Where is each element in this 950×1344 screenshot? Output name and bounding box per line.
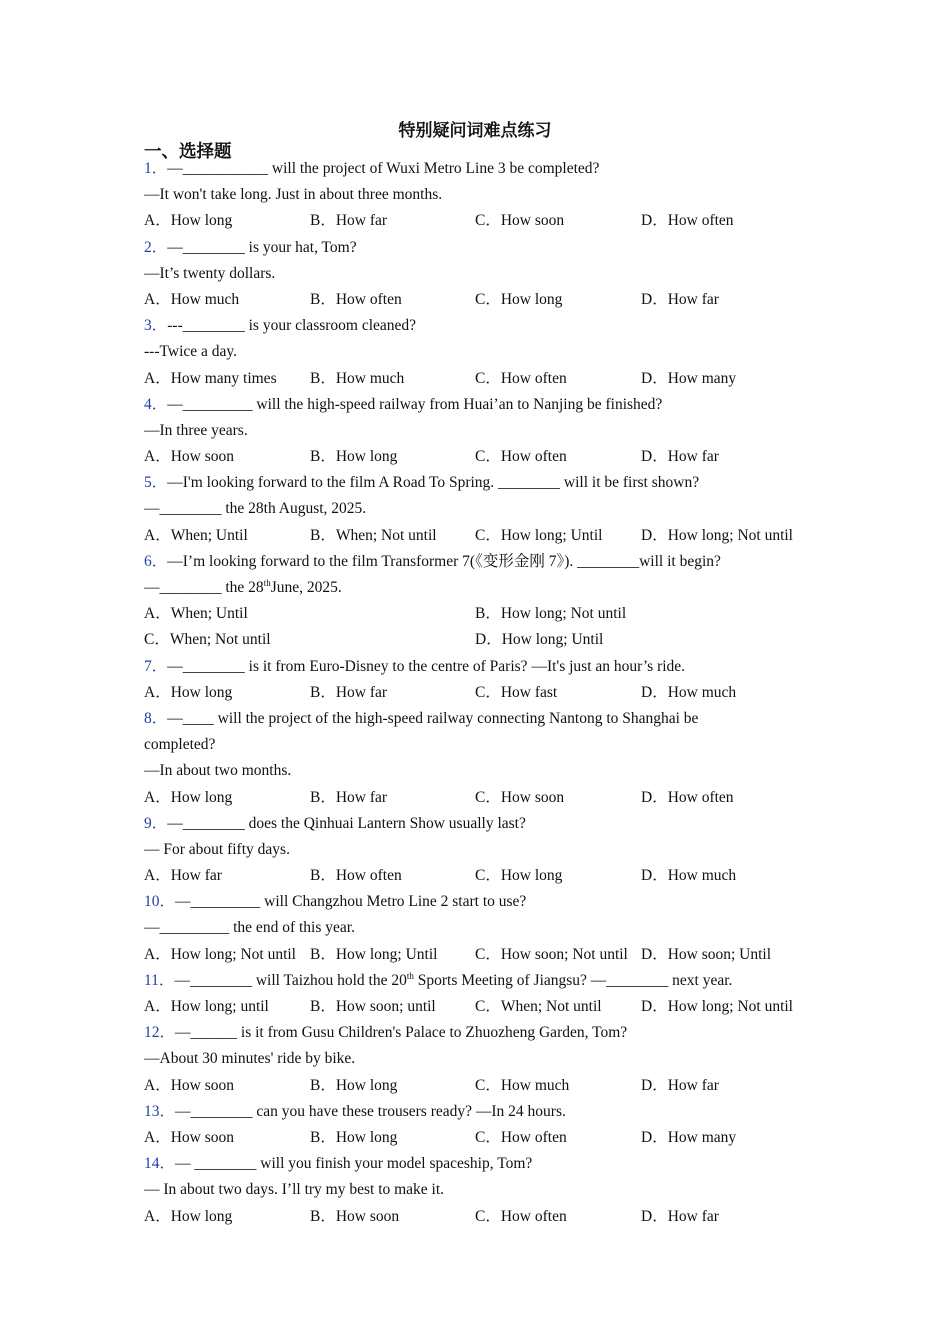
question-stem: —_________ will the high-speed railway from Huai’an to Nanjing be finished? bbox=[167, 395, 663, 413]
option-a[interactable]: A．How long bbox=[144, 683, 233, 701]
option-d[interactable]: D．How much bbox=[641, 683, 737, 701]
question-1 bbox=[144, 156, 824, 182]
question-5 bbox=[144, 470, 824, 496]
option-b[interactable]: B．How often bbox=[310, 867, 402, 885]
question-stem: —______ is it from Gusu Children's Palace to Zhuozheng Garden, Tom? bbox=[175, 1024, 628, 1042]
option-b[interactable]: B．How long bbox=[310, 1076, 398, 1094]
option-d[interactable]: D．How many bbox=[641, 1128, 737, 1146]
option-c[interactable]: C．How soon bbox=[475, 788, 565, 806]
option-d[interactable]: D．How often bbox=[641, 788, 734, 806]
option-b[interactable]: B．How much bbox=[310, 369, 405, 387]
option-c[interactable]: C．How fast bbox=[475, 683, 558, 701]
option-d[interactable]: D．How far bbox=[641, 290, 719, 308]
options-row bbox=[144, 942, 824, 968]
option-a[interactable]: A．How long bbox=[144, 1207, 233, 1225]
question-14 bbox=[144, 1151, 824, 1177]
superscript: th bbox=[406, 970, 414, 981]
answer-line bbox=[144, 575, 824, 601]
question-number: 10． bbox=[144, 893, 176, 911]
option-b[interactable]: B．How soon bbox=[310, 1207, 400, 1225]
options-row bbox=[144, 627, 824, 653]
options-row bbox=[144, 1204, 824, 1230]
question-7 bbox=[144, 654, 824, 680]
page-title: 特别疑问词难点练习 bbox=[398, 121, 552, 141]
option-a[interactable]: A．How long bbox=[144, 212, 233, 230]
question-number: 9． bbox=[144, 814, 168, 832]
option-b[interactable]: B．How far bbox=[310, 683, 388, 701]
question-stem: —_________ will Changzhou Metro Line 2 start to use? bbox=[175, 893, 527, 911]
option-d[interactable]: D．How far bbox=[641, 1076, 719, 1094]
question-3 bbox=[144, 313, 824, 339]
option-a[interactable]: A．How long; Not until bbox=[144, 945, 296, 963]
question-number: 7． bbox=[144, 657, 168, 675]
answer-line: —It’s twenty dollars. bbox=[144, 264, 276, 282]
option-d[interactable]: D．How far bbox=[641, 448, 719, 466]
option-a[interactable]: A．How far bbox=[144, 867, 222, 885]
options-row bbox=[144, 523, 824, 549]
question-number: 4． bbox=[144, 395, 168, 413]
options-row bbox=[144, 1073, 824, 1099]
answer-line: —_________ the end of this year. bbox=[144, 919, 355, 937]
option-b[interactable]: B．How long bbox=[310, 448, 398, 466]
option-c[interactable]: C．How often bbox=[475, 448, 567, 466]
question-11 bbox=[144, 968, 824, 994]
question-10 bbox=[144, 889, 824, 915]
question-stem: —________ can you have these trousers ready? —In 24 hours. bbox=[175, 1102, 566, 1120]
option-d[interactable]: D．How soon; Until bbox=[641, 945, 772, 963]
options-row bbox=[144, 601, 824, 627]
question-number: 5． bbox=[144, 474, 168, 492]
option-a[interactable]: A．How long bbox=[144, 788, 233, 806]
option-c[interactable]: C．How long bbox=[475, 290, 563, 308]
question-stem: —________ will Taizhou hold the 20 bbox=[174, 971, 407, 989]
answer-line: ---Twice a day. bbox=[144, 343, 238, 361]
option-c[interactable]: C．How much bbox=[475, 1076, 570, 1094]
option-d[interactable]: D．How much bbox=[641, 867, 737, 885]
question-2 bbox=[144, 235, 824, 261]
option-a[interactable]: A．How much bbox=[144, 290, 240, 308]
answer-line: — In about two days. I’ll try my best to make it. bbox=[144, 1181, 445, 1199]
options-row bbox=[144, 287, 824, 313]
question-number: 1． bbox=[144, 160, 168, 177]
option-b[interactable]: B．How long bbox=[310, 1128, 398, 1146]
question-stem: —________ is your hat, Tom? bbox=[167, 238, 357, 256]
option-b[interactable]: B．How long; Not until bbox=[475, 605, 627, 623]
option-d[interactable]: D．How far bbox=[641, 1207, 719, 1225]
option-d[interactable]: D．How long; Not until bbox=[641, 526, 793, 544]
question-stem: —I’m looking forward to the film Transformer 7(《变形金刚 7》). ________will it begin? bbox=[167, 552, 721, 570]
option-c[interactable]: C．How often bbox=[475, 1128, 567, 1146]
option-c[interactable]: C．How soon bbox=[475, 212, 565, 230]
options-row bbox=[144, 1125, 824, 1151]
options-row bbox=[144, 680, 824, 706]
option-d[interactable]: D．How often bbox=[641, 212, 734, 230]
option-a[interactable]: A．How long; until bbox=[144, 998, 269, 1015]
options-row bbox=[144, 863, 824, 889]
question-6 bbox=[144, 549, 824, 575]
question-4 bbox=[144, 392, 824, 418]
section-heading: 一、选择题 bbox=[144, 142, 232, 162]
question-12 bbox=[144, 1020, 824, 1046]
question-13 bbox=[144, 1099, 824, 1125]
question-number: 2． bbox=[144, 238, 168, 256]
option-a[interactable]: A．How soon bbox=[144, 448, 234, 466]
option-d[interactable]: D．How long; Not until bbox=[641, 998, 793, 1015]
option-a[interactable]: A．When; Until bbox=[144, 526, 248, 544]
question-stem-continued: completed? bbox=[144, 736, 216, 754]
question-list bbox=[144, 156, 824, 1230]
question-stem: — ________ will you finish your model spaceship, Tom? bbox=[175, 1155, 533, 1173]
option-c[interactable]: C．How soon; Not until bbox=[475, 945, 628, 963]
answer-text: —________ the 28 bbox=[144, 579, 264, 596]
question-stem: —________ is it from Euro-Disney to the centre of Paris? —It's just an hour’s ride. bbox=[167, 657, 686, 675]
option-a[interactable]: A．How soon bbox=[144, 1128, 234, 1146]
option-b[interactable]: B．How soon; until bbox=[310, 998, 436, 1015]
question-stem: —________ does the Qinhuai Lantern Show usually last? bbox=[167, 814, 526, 832]
question-stem: —____ will the project of the high-speed railway connecting Nantong to Shanghai be bbox=[167, 709, 699, 727]
question-stem: —I'm looking forward to the film A Road To Spring. ________ will it be first shown? bbox=[167, 474, 700, 492]
option-b[interactable]: B．How often bbox=[310, 290, 402, 308]
answer-text: June, 2025. bbox=[270, 579, 342, 596]
answer-line: —________ the 28th August, 2025. bbox=[144, 500, 367, 518]
options-row bbox=[144, 208, 824, 234]
question-9 bbox=[144, 811, 824, 837]
option-b[interactable]: B．How long; Until bbox=[310, 945, 438, 963]
question-number: 13． bbox=[144, 1102, 176, 1120]
answer-line: —In three years. bbox=[144, 421, 248, 439]
option-d[interactable]: D．How many bbox=[641, 369, 737, 387]
options-row bbox=[144, 444, 824, 470]
question-number: 14． bbox=[144, 1155, 176, 1173]
superscript: th bbox=[263, 577, 271, 588]
answer-line: —About 30 minutes' ride by bike. bbox=[144, 1050, 356, 1068]
answer-line: — For about fifty days. bbox=[144, 840, 290, 858]
option-d[interactable]: D．How long; Until bbox=[475, 631, 604, 649]
option-c[interactable]: C．When; Not until bbox=[144, 631, 271, 649]
options-row bbox=[144, 785, 824, 811]
option-c[interactable]: C．When; Not until bbox=[475, 998, 602, 1015]
option-b[interactable]: B．How far bbox=[310, 212, 388, 230]
option-c[interactable]: C．How long; Until bbox=[475, 526, 603, 544]
question-stem: Sports Meeting of Jiangsu? —________ next year. bbox=[413, 971, 733, 989]
option-a[interactable]: A．How soon bbox=[144, 1076, 234, 1094]
answer-line: —It won't take long. Just in about three months. bbox=[144, 186, 443, 204]
option-b[interactable]: B．How far bbox=[310, 788, 388, 806]
option-a[interactable]: A．When; Until bbox=[144, 605, 248, 623]
question-stem: —___________ will the project of Wuxi Metro Line 3 be completed? bbox=[167, 160, 600, 177]
question-number: 12． bbox=[144, 1024, 176, 1042]
question-number: 11． bbox=[144, 971, 175, 989]
question-number: 6． bbox=[144, 552, 168, 570]
options-row bbox=[144, 366, 824, 392]
question-8 bbox=[144, 706, 824, 732]
option-b[interactable]: B．When; Not until bbox=[310, 526, 437, 544]
question-number: 3． bbox=[144, 317, 168, 335]
question-number: 8． bbox=[144, 709, 168, 727]
option-c[interactable]: C．How long bbox=[475, 867, 563, 885]
option-c[interactable]: C．How often bbox=[475, 1207, 567, 1225]
option-a[interactable]: A．How many times bbox=[144, 369, 277, 387]
options-row bbox=[144, 994, 824, 1020]
answer-line: —In about two months. bbox=[144, 762, 292, 780]
option-c[interactable]: C．How often bbox=[475, 369, 567, 387]
question-stem: ---________ is your classroom cleaned? bbox=[167, 317, 417, 335]
